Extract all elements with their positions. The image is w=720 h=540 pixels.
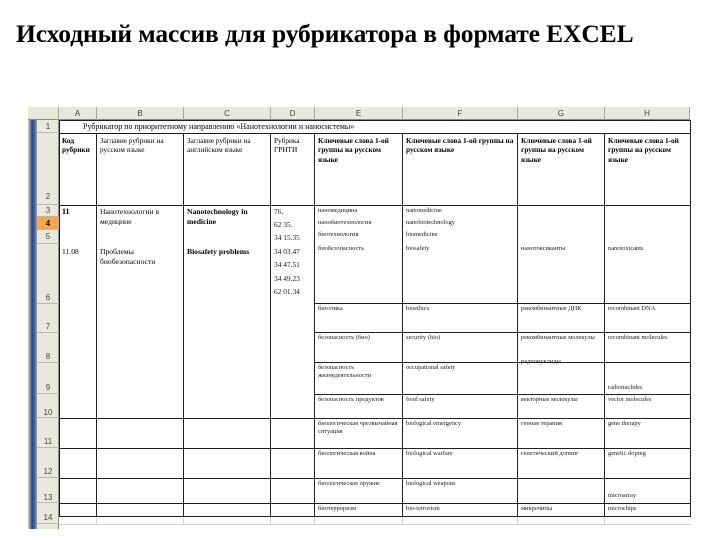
cell-keyword-en-3[interactable]: biomedicine [406, 231, 438, 238]
cell-banner[interactable]: Рубрикатор по приоритетному направлению «Нанотехнологии и наносистемы» [83, 122, 355, 131]
table-border-banner [59, 133, 691, 134]
cell-title-ru-1[interactable]: Нанотехнологии в медицине [100, 207, 160, 226]
row-header-8[interactable]: 8 [37, 333, 59, 363]
cell-grnti-4[interactable]: 34 03.47 [274, 247, 300, 256]
cell-grnti-1[interactable]: 76, [274, 207, 284, 216]
column-header-b[interactable]: B [97, 107, 184, 120]
cell-keyword-en-4[interactable]: biosafety [406, 245, 430, 252]
table-border-row-9 [314, 394, 691, 395]
row-header-1[interactable]: 1 [37, 120, 59, 133]
cell-grnti-6[interactable]: 34 49.23 [274, 274, 300, 283]
table-border-left [59, 120, 60, 517]
row-header-2[interactable]: 2 [37, 133, 59, 205]
cell-keyword-g-2[interactable]: рекомбинантные ДНК [521, 305, 582, 312]
empty-grid-col-c [270, 517, 271, 525]
cell-keyword-ru-6[interactable]: безопасность (био) [318, 334, 370, 341]
worksheet-grid[interactable] [59, 120, 690, 529]
table-border-row-13 [59, 503, 691, 504]
table-border-a-b [96, 134, 97, 517]
window-left-edge [28, 107, 37, 529]
cell-keyword-h-2[interactable]: recombinant DNA [608, 305, 656, 312]
row-header-4[interactable]: 4 [37, 217, 59, 230]
cell-keyword-g-3[interactable]: рекомбинантные молекулы [521, 334, 595, 341]
cell-keyword-g-7[interactable]: генетический допинг [521, 450, 579, 457]
cell-header-d[interactable]: Рубрика ГРНТИ [274, 136, 300, 155]
cell-keyword-ru-4[interactable]: биобезопасность [318, 245, 365, 252]
cell-keyword-ru-2[interactable]: нанобиотехнология [318, 219, 372, 226]
table-border-g-h [604, 134, 605, 517]
cell-header-a[interactable]: Код рубрики [62, 136, 90, 155]
empty-grid-col-f [517, 517, 518, 525]
cell-keyword-en-11[interactable]: biological weapons [406, 480, 456, 487]
row-header-6[interactable]: 6 [37, 244, 59, 304]
cell-keyword-en-10[interactable]: biological warfare [406, 450, 453, 457]
cell-keyword-ru-8[interactable]: безопасность продуктов [318, 396, 384, 403]
cell-grnti-3[interactable]: 34 15.35 [274, 233, 300, 242]
empty-grid-col-b [183, 517, 184, 525]
cell-title-ru-2[interactable]: Проблемы биобезопасности [100, 247, 156, 266]
cell-header-c[interactable]: Заглавие рубрики на английском языке [187, 136, 251, 155]
table-border-row-10 [59, 418, 691, 419]
table-border-c-d [270, 134, 271, 517]
cell-header-f[interactable]: Ключевые слова 1-ой группы на русском языке [406, 136, 514, 155]
cell-keyword-g-1[interactable]: нанотоксиканты [521, 245, 566, 252]
table-border-row-6 [314, 303, 691, 304]
row-header-5[interactable]: 5 [37, 230, 59, 244]
cell-keyword-g-8[interactable]: микрочипы [521, 505, 553, 512]
cell-keyword-g-6[interactable]: генная терапия [521, 420, 562, 427]
row-header-14[interactable]: 14 [37, 503, 59, 524]
cell-keyword-h-4[interactable]: radionuclides [608, 384, 643, 391]
cell-keyword-h-9[interactable]: microchips [608, 505, 637, 512]
cell-keyword-en-5[interactable]: bioethics [406, 305, 430, 312]
table-border-f-g [517, 134, 518, 517]
table-border-row-7 [314, 332, 691, 333]
cell-keyword-ru-12[interactable]: биотерроризм [318, 505, 357, 512]
row-header-9[interactable]: 9 [37, 363, 59, 394]
cell-grnti-5[interactable]: 34 47.51 [274, 260, 300, 269]
cell-code-1[interactable]: 11 [62, 207, 70, 216]
cell-keyword-h-7[interactable]: genetic doping [608, 450, 646, 457]
column-header-a[interactable]: A [59, 107, 97, 120]
cell-keyword-ru-9[interactable]: биологическая чрезвычайная ситуация [318, 420, 398, 435]
cell-keyword-en-8[interactable]: food safety [406, 396, 435, 403]
cell-keyword-h-6[interactable]: gene therapy [608, 420, 641, 427]
cell-keyword-ru-3[interactable]: биотехнология [318, 231, 359, 238]
column-header-c[interactable]: C [184, 107, 271, 120]
table-border-d-e [314, 134, 315, 517]
cell-keyword-en-7[interactable]: occupational safety [406, 364, 456, 371]
excel-worksheet-screenshot [28, 107, 690, 529]
cell-keyword-ru-10[interactable]: биологическая война [318, 450, 376, 457]
table-border-top [59, 120, 691, 121]
cell-title-en-2[interactable]: Biosafety problems [187, 247, 250, 256]
cell-keyword-h-8[interactable]: microarray [608, 492, 637, 499]
cell-keyword-en-1[interactable]: nanomedicine [406, 207, 442, 214]
cell-header-e[interactable]: Ключевые слова 1-ой группы на русском языке [318, 136, 389, 164]
table-border-row-8 [314, 362, 691, 363]
column-header-selector[interactable] [37, 107, 59, 120]
cell-keyword-en-2[interactable]: nanobiotechnology [406, 219, 455, 226]
column-header-g[interactable]: G [518, 107, 605, 120]
row-header-11[interactable]: 11 [37, 418, 59, 448]
cell-keyword-h-3[interactable]: recombinant molecules [608, 334, 668, 341]
column-header-d[interactable]: D [271, 107, 315, 120]
cell-keyword-en-12[interactable]: bio-terrorism [406, 505, 440, 512]
cell-keyword-h-5[interactable]: vector molecules [608, 396, 652, 403]
cell-code-2[interactable]: 11.08 [62, 247, 79, 256]
row-header-13[interactable]: 13 [37, 478, 59, 503]
cell-keyword-ru-7[interactable]: безопасность жизнедеятельности [318, 364, 372, 379]
empty-grid-line-bottom [59, 524, 691, 525]
table-border-right [690, 120, 691, 517]
cell-grnti-2[interactable]: 62 35. [274, 220, 293, 229]
column-header-h[interactable]: H [605, 107, 690, 120]
cell-keyword-ru-1[interactable]: наномедицина [318, 207, 358, 214]
table-border-bottom [59, 516, 691, 517]
row-header-10[interactable]: 10 [37, 394, 59, 418]
cell-title-en-1[interactable]: Nanotechnology in medicine [187, 207, 248, 226]
empty-grid-col-e [402, 517, 403, 525]
row-header-7[interactable]: 7 [37, 304, 59, 333]
cell-keyword-en-6[interactable]: security (bio) [406, 334, 441, 341]
cell-header-b[interactable]: Заглавие рубрики на русском языке [100, 136, 164, 155]
row-header-3[interactable]: 3 [37, 205, 59, 217]
cell-keyword-g-4[interactable] [519, 357, 603, 369]
cell-keyword-ru-11[interactable]: биологическое оружие [318, 480, 380, 487]
column-header-e[interactable]: E [315, 107, 403, 120]
cell-keyword-h-1[interactable]: nanotoxicants [608, 245, 644, 252]
table-border-row-11 [59, 448, 691, 449]
row-header-12[interactable]: 12 [37, 448, 59, 478]
empty-grid-col-g [604, 517, 605, 525]
table-border-row-12 [59, 478, 691, 479]
cell-keyword-en-9[interactable]: biological emergency [406, 420, 462, 427]
page-title: Исходный массив для рубрикатора в формате EXCEL [16, 19, 634, 48]
cell-keyword-g-5[interactable]: векторные молекулы [521, 396, 578, 403]
table-border-e-f [402, 134, 403, 517]
empty-grid-col-d [314, 517, 315, 525]
cell-grnti-7[interactable]: 62 01.34 [274, 287, 300, 296]
column-header-f[interactable]: F [403, 107, 518, 120]
empty-grid-col-a [96, 517, 97, 525]
table-border-b-c [183, 134, 184, 517]
cell-keyword-ru-5[interactable]: биоэтика [318, 305, 343, 312]
cell-header-h[interactable]: Ключевые слова 1-ой группы на русском языке [608, 136, 679, 164]
cell-header-g[interactable]: Ключевые слова 1-ой группы на русском языке [521, 136, 592, 164]
row-header-column [37, 120, 59, 529]
table-border-header-row [59, 205, 691, 206]
